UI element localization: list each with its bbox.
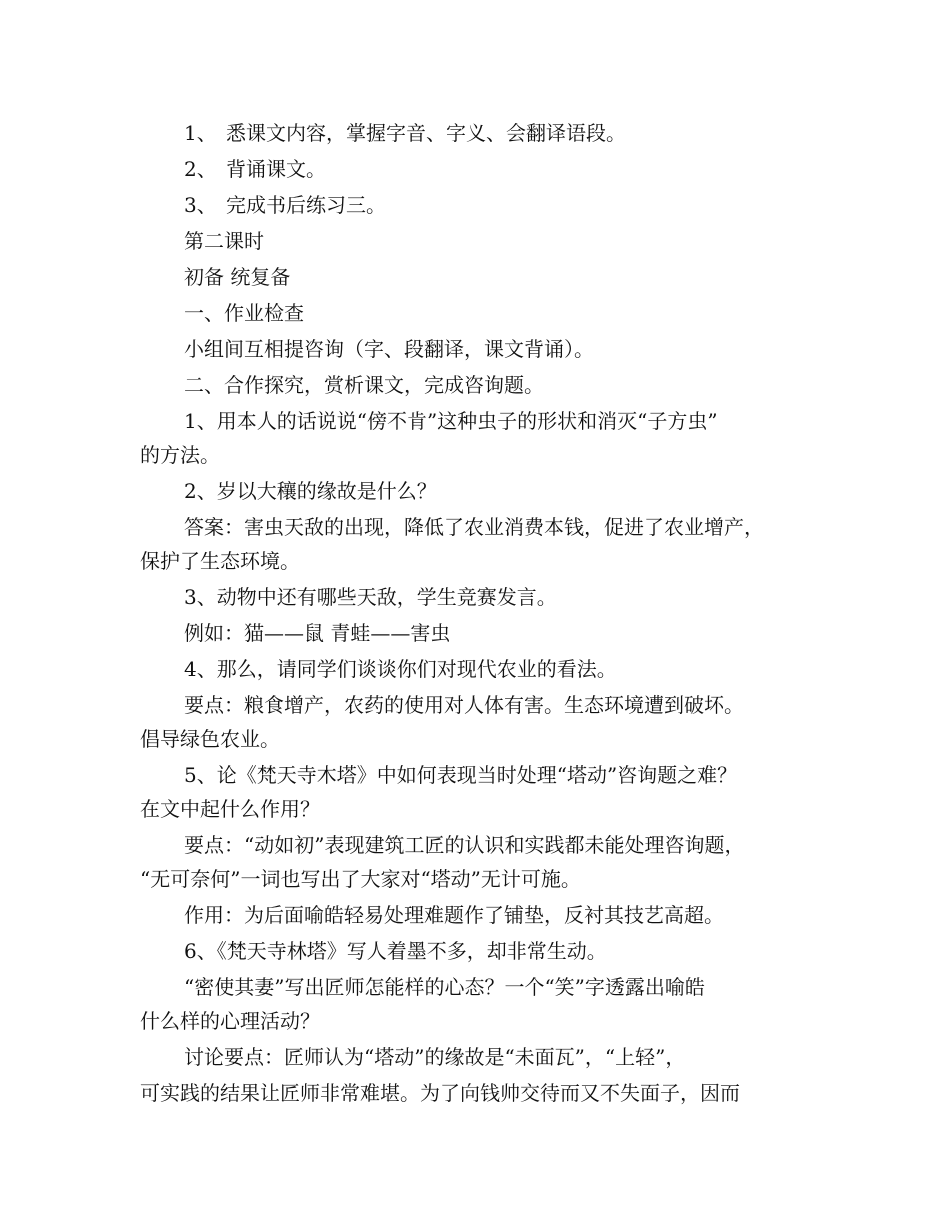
text-line: 的方法。 xyxy=(140,443,220,467)
list-number: 3、 xyxy=(184,193,217,217)
text-line: 小组间互相提咨询（字、段翻译，课文背诵）。 xyxy=(184,337,594,361)
text-line: “密使其妻”写出匠师怎能样的心态？一个“笑”字透露出喻皓 xyxy=(184,975,705,999)
section-heading: 一、作业检查 xyxy=(184,301,304,325)
text-line: “无可奈何”一词也写出了大家对“塔动”无计可施。 xyxy=(140,867,581,891)
answer-line: 讨论要点：匠师认为“塔动”的缘故是“未面瓦”，“上轻”， xyxy=(184,1045,686,1069)
answer-line: 要点：“动如初”表现建筑工匠的认识和实践都未能处理咨询题， xyxy=(184,833,745,857)
question-line: 2、岁以大穰的缘故是什么？ xyxy=(184,479,437,503)
list-number: 1、 xyxy=(184,121,217,145)
section-heading: 第二课时 xyxy=(184,229,264,253)
text-line: 保护了生态环境。 xyxy=(140,549,300,573)
answer-line: 要点：粮食增产，农药的使用对人体有害。生态环境遭到破坏。 xyxy=(184,693,744,717)
text-line: 初备 统复备 xyxy=(184,265,291,289)
list-text: 悉课文内容，掌握字音、字义、会翻译语段。 xyxy=(226,121,626,145)
text-line: 倡导绿色农业。 xyxy=(140,727,280,751)
section-heading: 二、合作探究，赏析课文，完成咨询题。 xyxy=(184,373,544,397)
list-item-1 xyxy=(184,116,626,150)
text-line: 什么样的心理活动？ xyxy=(140,1009,320,1033)
question-line: 3、动物中还有哪些天敌，学生竞赛发言。 xyxy=(184,585,557,609)
question-line: 4、那么，请同学们谈谈你们对现代农业的看法。 xyxy=(184,657,617,681)
answer-line: 答案：害虫天敌的出现，降低了农业消费本钱，促进了农业增产， xyxy=(184,515,764,539)
list-text: 完成书后练习三。 xyxy=(226,193,386,217)
list-item-3 xyxy=(184,188,386,222)
question-line: 6、《梵天寺林塔》写人着墨不多，却非常生动。 xyxy=(184,939,607,963)
question-line: 5、论《梵天寺木塔》中如何表现当时处理“塔动”咨询题之难？ xyxy=(184,763,738,787)
list-text: 背诵课文。 xyxy=(226,157,326,181)
text-line: 作用：为后面喻皓轻易处理难题作了铺垫，反衬其技艺高超。 xyxy=(184,903,724,927)
question-line: 1、用本人的话说说“傍不肯”这种虫子的形状和消灭“子方虫” xyxy=(184,409,718,433)
list-item-2 xyxy=(184,152,326,186)
text-line: 可实践的结果让匠师非常难堪。为了向钱帅交待而又不失面子，因而 xyxy=(140,1081,740,1105)
text-line: 例如：猫——鼠 青蛙——害虫 xyxy=(184,621,451,645)
text-line: 在文中起什么作用？ xyxy=(140,797,320,821)
list-number: 2、 xyxy=(184,157,217,181)
